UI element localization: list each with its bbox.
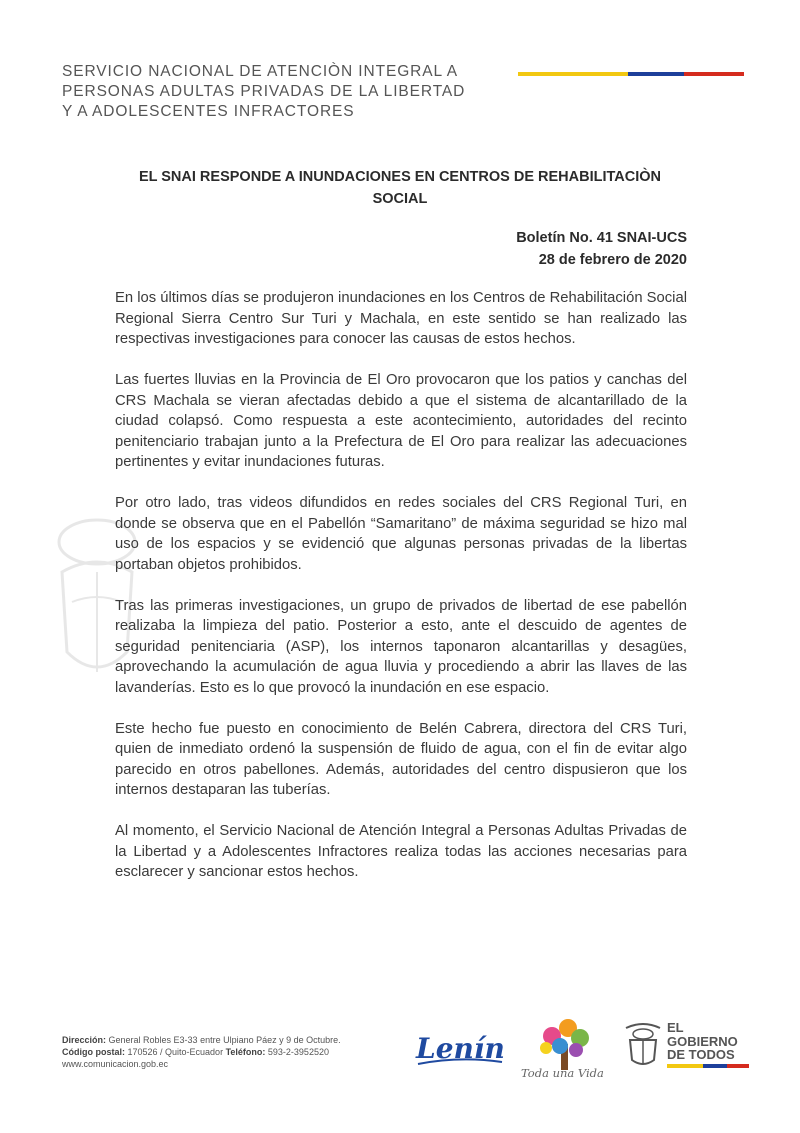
footer-website: www.comunicacion.gob.ec <box>62 1059 169 1069</box>
organization-header <box>62 62 482 122</box>
gob-red-stripe <box>727 1064 749 1068</box>
document-body <box>115 288 687 903</box>
address-value: General Robles E3-33 entre Ulpiano Páez y 9 de Octubre. <box>106 1035 341 1045</box>
gob-yellow-stripe <box>667 1064 703 1068</box>
toda-una-vida-label: Toda una Vida <box>521 1066 604 1080</box>
paragraph-3: Por otro lado, tras videos difundidos en redes sociales del CRS Regional Turi, en donde se observa que en el Pabellón “Samaritano” de máxima seguridad se hizo mal uso de los espacios y se evidenció que algunas personas privadas de la libertas portaban objetos prohibidos. <box>115 495 687 573</box>
paragraph-1: En los últimos días se produjeron inundaciones en los Centros de Rehabilitación Social Regional Sierra Centro Sur Turi y Machala, en este sentido se han realizado las respectivas investigaciones para conocer las causas de estos hechos. <box>115 290 687 347</box>
lenin-logo <box>414 1026 506 1070</box>
footer-address-line <box>62 1034 341 1046</box>
title-line-1: EL SNAI RESPONDE A INUNDACIONES EN CENTROS DE REHABILITACIÒN <box>138 169 662 185</box>
bulletin-number: Boletín No. 41 SNAI-UCS <box>516 230 687 246</box>
postal-label: Código postal: <box>62 1047 125 1057</box>
document-title <box>115 166 685 210</box>
gobierno-line-1: EL <box>667 1020 684 1035</box>
bulletin-info <box>516 227 687 271</box>
paragraph-4: Tras las primeras investigaciones, un grupo de privados de libertad de ese pabellón realizaba la limpieza del patio. Posterior a esto, ante el descuido de agentes de seguridad penitenciaria (ASP), los internos taponaron alcantarillas y desagües, aprovechando la acumulación de agua lluvia y procediendo a abrir las llaves de las lavanderías. Esto es lo que provocó la inundación en ese espacio. <box>115 597 687 696</box>
footer-postal-line <box>62 1046 341 1058</box>
lenin-logo-text: Lenín <box>416 1032 505 1065</box>
flag-blue-stripe <box>628 72 684 76</box>
org-line-2: PERSONAS ADULTAS PRIVADAS DE LA LIBERTAD <box>62 83 466 100</box>
flag-color-bar <box>518 72 744 76</box>
gobierno-de-todos-logo <box>667 1021 738 1062</box>
phone-label: Teléfono: <box>225 1047 266 1057</box>
gobierno-flag-bar <box>667 1064 749 1068</box>
paragraph-5: Este hecho fue puesto en conocimiento de Belén Cabrera, directora del CRS Turi, quien de inmediato ordenó la suspensión de fluido de agua, con el fin de evitar algo parecido en otros pabellones. Además, autoridades del centro dispusieron que los internos destaparan las tuberías. <box>115 720 687 798</box>
org-line-3: Y A ADOLESCENTES INFRACTORES <box>62 103 355 120</box>
flag-yellow-stripe <box>518 72 628 76</box>
postal-value: 170526 / Quito-Ecuador <box>125 1047 226 1057</box>
paragraph-2: Las fuertes lluvias en la Provincia de El Oro provocaron que los patios y canchas del CRS Machala se vieran afectadas debido a que el sistema de alcantarillado de la ciudad colapsó. Como respuesta a este acontecimiento, autoridades del recinto penitenciario trabajan junto a la Prefectura de El Oro para realizar las adecuaciones pertinentes y evitar inundaciones futuras. <box>115 372 687 470</box>
gobierno-line-2: GOBIERNO <box>667 1033 738 1049</box>
bulletin-date: 28 de febrero de 2020 <box>538 252 687 268</box>
paragraph-6: Al momento, el Servicio Nacional de Atención Integral a Personas Adultas Privadas de la Libertad y a Adolescentes Infractores realiza todas las acciones necesarias para esclarecer y sancionar estos hechos. <box>115 823 687 880</box>
org-line-1: SERVICIO NACIONAL DE ATENCIÒN INTEGRAL A <box>62 63 459 80</box>
title-line-2: SOCIAL <box>372 191 428 207</box>
ecuador-coat-of-arms-icon <box>622 1022 664 1068</box>
address-label: Dirección: <box>62 1035 107 1045</box>
phone-value: 593-2-3952520 <box>265 1047 329 1057</box>
flag-red-stripe <box>684 72 744 76</box>
gob-blue-stripe <box>703 1064 727 1068</box>
gobierno-line-3: DE TODOS <box>667 1047 735 1062</box>
footer-contact <box>62 1034 341 1070</box>
